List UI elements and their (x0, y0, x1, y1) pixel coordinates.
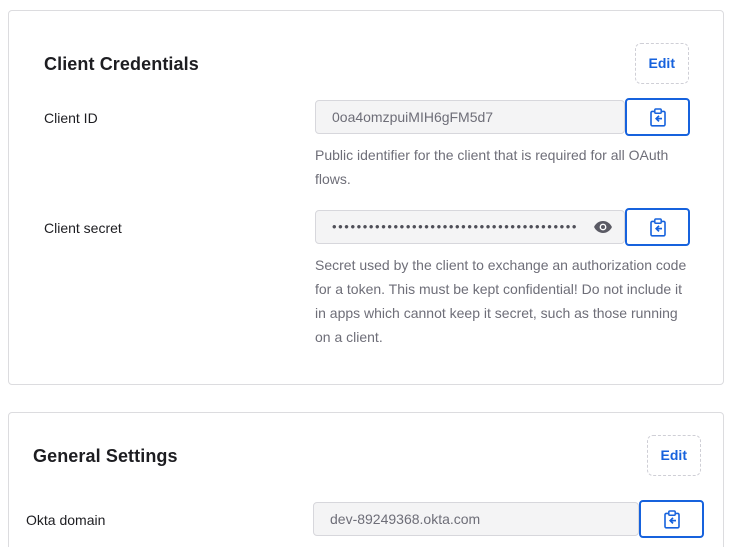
okta-domain-row (9, 500, 723, 538)
client-secret-row (9, 208, 723, 349)
client-secret-label: Client secret (44, 220, 122, 236)
general-settings-rows (9, 500, 723, 538)
general-settings-header (9, 413, 723, 476)
client-secret-field (315, 208, 693, 349)
client-secret-masked-value: •••••••••••••••••••••••••••••••••••••••• (332, 219, 579, 234)
okta-domain-field (313, 500, 704, 538)
clipboard-copy-icon (664, 510, 680, 529)
client-id-field (315, 98, 693, 191)
client-id-input[interactable] (315, 100, 625, 134)
client-credentials-rows (9, 98, 723, 349)
reveal-secret-button[interactable] (592, 221, 614, 233)
copy-client-secret-button[interactable] (625, 208, 690, 246)
okta-domain-label: Okta domain (26, 512, 106, 528)
clipboard-copy-icon (650, 108, 666, 127)
general-settings-card (8, 412, 724, 547)
eye-icon (594, 221, 612, 233)
okta-domain-value: dev-89249368.okta.com (330, 511, 481, 527)
client-credentials-card (8, 10, 724, 385)
edit-general-settings-button[interactable]: Edit (647, 435, 701, 476)
client-credentials-header (9, 11, 723, 84)
client-secret-help: Secret used by the client to exchange an authorization code for a token. This must be kept confidential! Do not include it in apps which cannot keep it secret, such as those running on a client. (315, 257, 687, 345)
general-settings-title: General Settings (33, 445, 178, 466)
client-secret-input[interactable] (315, 210, 625, 244)
client-id-value: 0oa4omzpuiMIH6gFM5d7 (332, 109, 494, 125)
okta-domain-input[interactable] (313, 502, 639, 536)
client-id-help: Public identifier for the client that is required for all OAuth flows. (315, 147, 669, 187)
copy-okta-domain-button[interactable] (639, 500, 704, 538)
client-id-row (9, 98, 723, 191)
edit-client-credentials-button[interactable]: Edit (635, 43, 689, 84)
copy-client-id-button[interactable] (625, 98, 690, 136)
client-id-label: Client ID (44, 110, 98, 126)
client-credentials-title: Client Credentials (44, 53, 199, 74)
clipboard-copy-icon (650, 218, 666, 237)
